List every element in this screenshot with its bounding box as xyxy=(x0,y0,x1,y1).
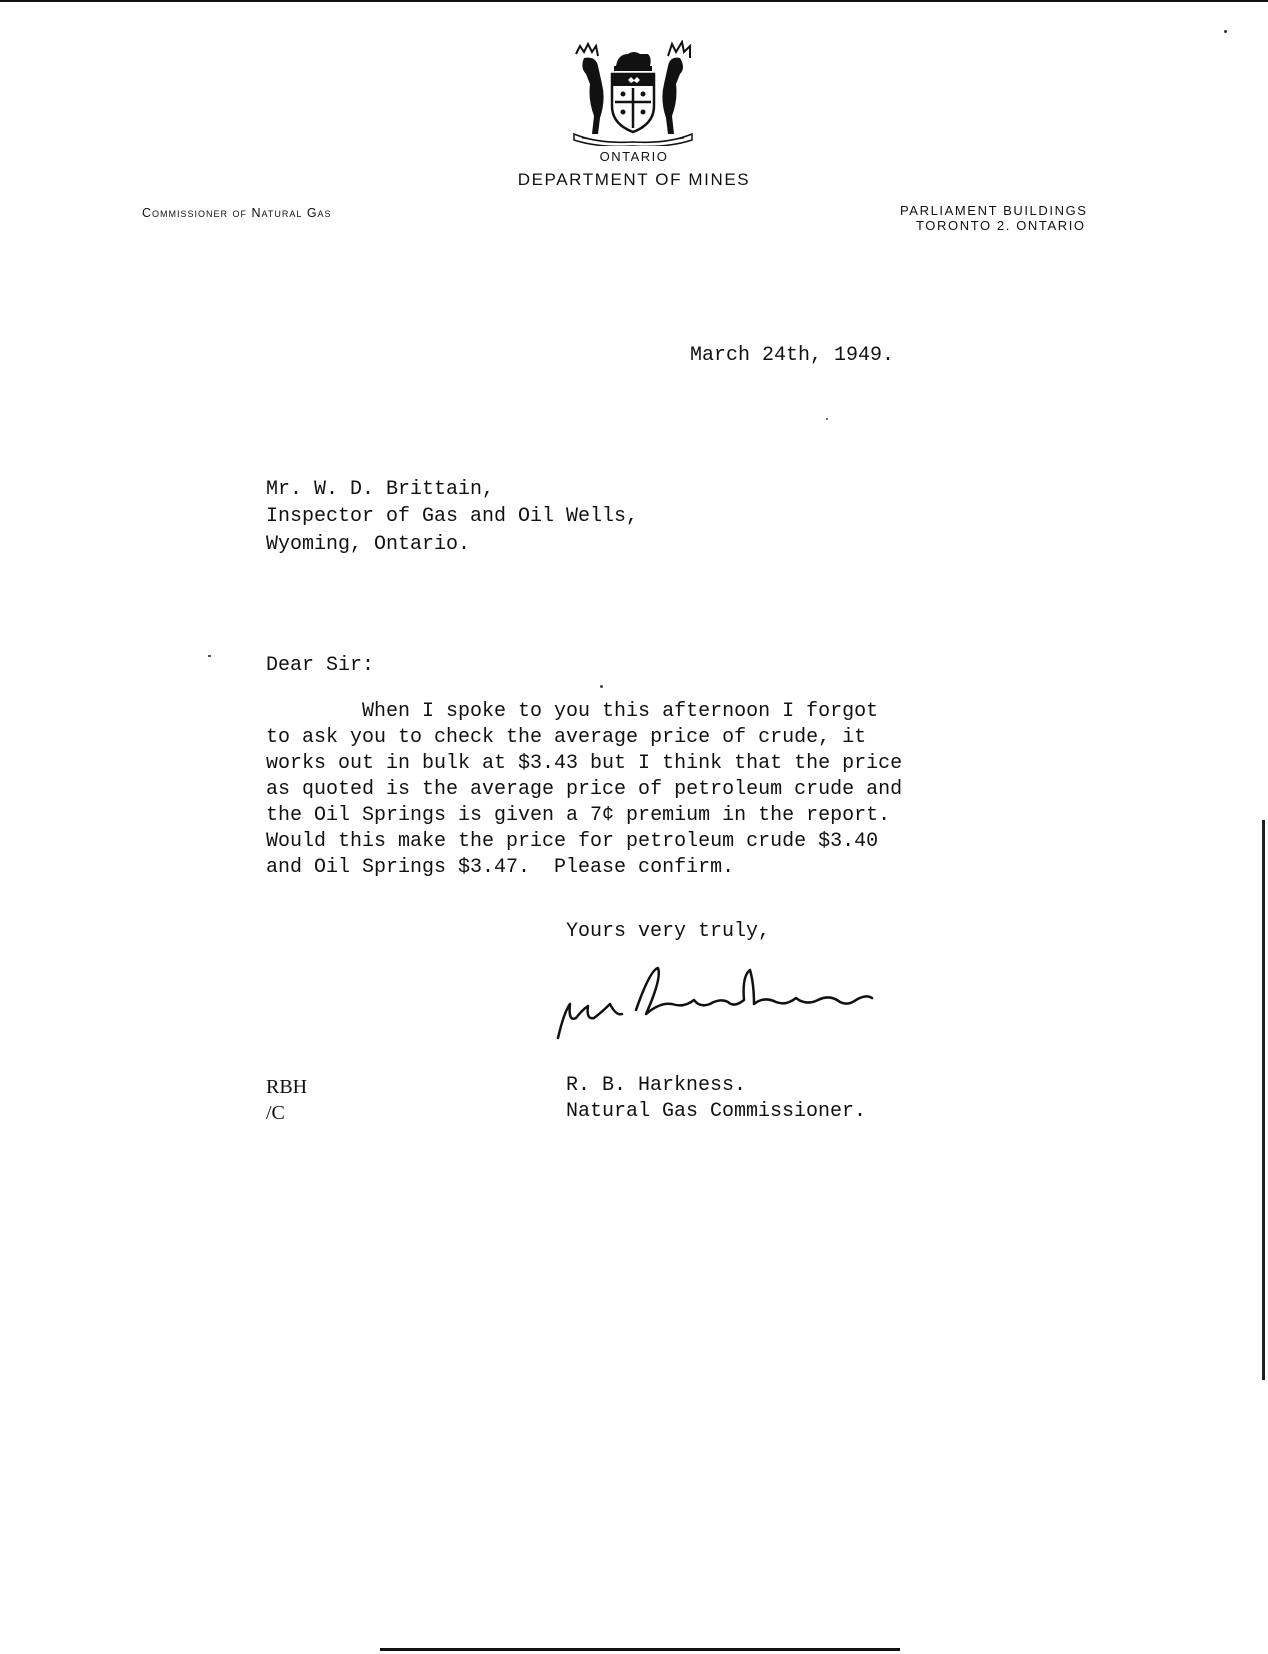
signer-name: R. B. Harkness. xyxy=(566,1074,747,1097)
recipient-line: Inspector of Gas and Oil Wells, xyxy=(266,505,639,528)
closing: Yours very truly, xyxy=(566,920,771,943)
body-line: Would this make the price for petroleum crude $3.40 xyxy=(266,830,879,853)
letter-date: March 24th, 1949. xyxy=(690,344,895,367)
typist-initials: /C xyxy=(266,1102,285,1124)
paper-speck xyxy=(1224,30,1227,33)
paper-speck xyxy=(600,685,603,688)
body-line: the Oil Springs is given a 7¢ premium in the report. xyxy=(266,804,891,827)
top-edge-line xyxy=(0,0,1268,2)
letterhead-office: Commissioner of Natural Gas xyxy=(142,206,332,220)
handwritten-signature-icon xyxy=(550,956,910,1046)
right-edge-line xyxy=(1262,820,1265,1380)
paper-speck xyxy=(208,655,211,657)
letterhead-province: ONTARIO xyxy=(599,149,669,164)
salutation: Dear Sir: xyxy=(266,654,375,677)
reference-initials: RBH xyxy=(266,1076,308,1098)
body-line: works out in bulk at $3.43 but I think that the price xyxy=(266,752,903,775)
recipient-line: Mr. W. D. Brittain, xyxy=(266,478,495,501)
letterhead-department: DEPARTMENT OF MINES xyxy=(517,170,751,189)
body-line: When I spoke to you this afternoon I forgot xyxy=(266,700,879,723)
paper-speck xyxy=(826,418,828,420)
bottom-edge-line xyxy=(380,1648,900,1651)
letterhead-address-line1: PARLIAMENT BUILDINGS xyxy=(900,203,1088,218)
ontario-coat-of-arms-icon xyxy=(568,40,698,146)
body-line: as quoted is the average price of petroleum crude and xyxy=(266,778,903,801)
recipient-line: Wyoming, Ontario. xyxy=(266,533,471,556)
letterhead-address-line2: TORONTO 2. ONTARIO xyxy=(916,218,1086,233)
body-line: and Oil Springs $3.47. Please confirm. xyxy=(266,856,735,879)
signer-title: Natural Gas Commissioner. xyxy=(566,1100,867,1123)
body-line: to ask you to check the average price of crude, it xyxy=(266,726,867,749)
